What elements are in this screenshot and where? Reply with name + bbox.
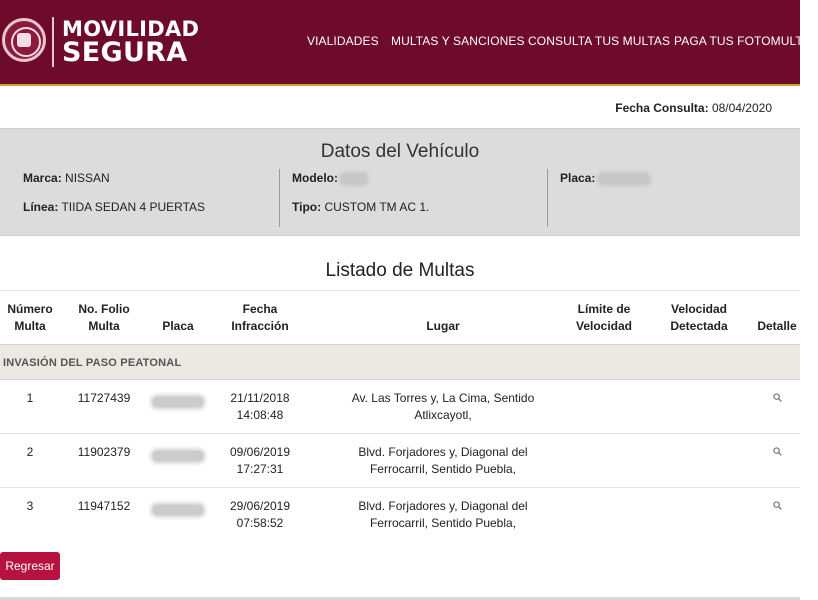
col-limite	[568, 301, 640, 335]
cell-fecha	[214, 444, 306, 478]
cell-lugar	[330, 444, 556, 478]
col-velocidad-line1: Velocidad	[670, 302, 728, 316]
cell-fecha-time: 07:58:52	[236, 516, 284, 530]
cell-placa-redacted	[152, 393, 204, 410]
table-header	[0, 290, 800, 344]
col-folio-line1: No. Folio	[78, 302, 130, 316]
cell-lugar-line2: Ferrocarril, Sentido Puebla,	[369, 462, 517, 476]
col-numero-line2: Multa	[14, 319, 46, 333]
cell-numero: 1	[26, 391, 34, 405]
col-limite-line1: Límite de	[577, 302, 631, 316]
col-fecha-line2: Infracción	[231, 319, 289, 333]
col-detalle: Detalle	[757, 319, 797, 333]
vehicle-col-1	[0, 169, 279, 227]
cell-lugar-line1: Av. Las Torres y, La Cima, Sentido	[351, 391, 535, 405]
tipo-value: CUSTOM TM AC 1.	[324, 200, 430, 214]
nav-multas-y-sanciones[interactable]: MULTAS Y SANCIONES	[391, 34, 525, 48]
fecha-consulta-value: 08/04/2020	[711, 101, 772, 115]
col-numero-multa	[0, 301, 60, 335]
cell-fecha-time: 14:08:48	[236, 408, 284, 422]
col-lugar: Lugar	[426, 319, 460, 333]
cell-lugar-line2: Atlixcayotl,	[414, 408, 472, 422]
col-folio-line2: Multa	[88, 319, 120, 333]
table-row	[0, 434, 800, 488]
col-fecha	[224, 301, 296, 335]
logo-icon[interactable]	[2, 18, 46, 62]
section-header	[0, 344, 800, 380]
search-icon[interactable]	[773, 501, 782, 510]
cell-fecha-date: 21/11/2018	[230, 391, 290, 405]
cell-lugar	[330, 390, 556, 424]
modelo-redacted	[341, 174, 367, 184]
col-placa: Placa	[162, 319, 194, 333]
col-velocidad	[662, 301, 736, 335]
section-label: INVASIÓN DEL PASO PEATONAL	[3, 357, 182, 369]
cell-lugar-line1: Blvd. Forjadores y, Diagonal del	[358, 445, 528, 459]
vehicle-placa	[560, 171, 649, 185]
logo-line-1: MOVILIDAD	[62, 17, 200, 41]
cell-numero: 2	[26, 445, 34, 459]
col-velocidad-line2: Detectada	[670, 319, 728, 333]
cell-folio: 11727439	[77, 391, 131, 405]
table-row	[0, 488, 800, 542]
vehicle-title: Datos del Vehículo	[320, 141, 480, 162]
nav-paga-tus-fotomultas[interactable]: PAGA TUS FOTOMULTAS	[674, 34, 818, 48]
fecha-consulta-label: Fecha Consulta:	[615, 101, 709, 115]
cell-fecha	[214, 390, 306, 424]
fecha-consulta	[615, 101, 772, 115]
tipo-label: Tipo:	[292, 200, 322, 214]
linea-label: Línea:	[23, 200, 59, 214]
col-folio	[72, 301, 136, 335]
cell-fecha-date: 29/06/2019	[229, 499, 291, 513]
vehicle-panel	[0, 128, 800, 236]
table-row	[0, 380, 800, 434]
search-icon[interactable]	[773, 393, 782, 402]
cell-placa-redacted	[152, 447, 204, 464]
cell-folio: 11902379	[77, 445, 131, 459]
nav-vialidades[interactable]: VIALIDADES	[307, 34, 379, 48]
marca-value: NISSAN	[65, 171, 110, 185]
col-fecha-line1: Fecha	[242, 302, 278, 316]
vehicle-col-3	[547, 169, 800, 227]
cell-fecha-date: 09/06/2019	[229, 445, 291, 459]
vehicle-modelo	[292, 171, 367, 185]
cell-folio: 11947152	[77, 499, 131, 513]
cell-lugar-line2: Ferrocarril, Sentido Puebla,	[369, 516, 517, 530]
regresar-button[interactable]: Regresar	[0, 552, 60, 580]
marca-label: Marca:	[23, 171, 62, 185]
cell-fecha-time: 17:27:31	[236, 462, 284, 476]
site-header	[0, 0, 818, 86]
nav-consulta-tus-multas[interactable]: CONSULTA TUS MULTAS	[528, 34, 671, 48]
linea-value: TIIDA SEDAN 4 PUERTAS	[61, 200, 206, 214]
search-icon[interactable]	[773, 447, 782, 456]
logo-text[interactable]	[62, 17, 200, 68]
placa-label: Placa:	[560, 171, 596, 185]
cell-lugar	[330, 498, 556, 532]
col-limite-line2: Velocidad	[575, 319, 633, 333]
vehicle-tipo	[292, 200, 429, 214]
cell-placa-redacted	[152, 501, 204, 518]
col-numero-line1: Número	[7, 302, 53, 316]
vehicle-linea	[23, 200, 205, 214]
listado-title: Listado de Multas	[325, 260, 475, 281]
modelo-label: Modelo:	[292, 171, 338, 185]
placa-redacted	[599, 174, 649, 184]
vehicle-marca	[23, 171, 110, 185]
cell-fecha	[214, 498, 306, 532]
cell-numero: 3	[26, 499, 34, 513]
logo-divider	[52, 17, 54, 67]
cell-lugar-line1: Blvd. Forjadores y, Diagonal del	[358, 499, 528, 513]
logo-line-2: SEGURA	[62, 37, 188, 68]
vehicle-col-2	[279, 169, 547, 227]
